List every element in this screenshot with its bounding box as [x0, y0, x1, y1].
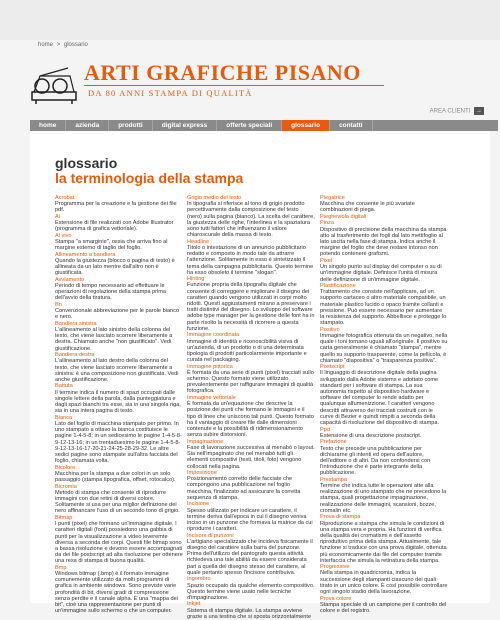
nav-item-digital-express[interactable]: digital express — [153, 120, 218, 131]
glossary-term: Bicolore — [55, 464, 76, 471]
glossary-definition: In tipografia si riferisce al tono di grigio prodotto percettivamente dalla composizione del testo (nero) sulla pagina (bianco). La scelta del carattere, la giustezza delle righe, l'interlinea e la spaziatura sono tutti fattori che influenzano il valore chiaroscurale della massa di testo. — [187, 201, 315, 239]
glossary-term: Bmp — [55, 564, 67, 571]
breadcrumb-separator: > — [56, 42, 61, 48]
glossary-definition: Il linguaggio di descrizione digitale della pagina sviluppato dalla Adobe sistems e adottato come standard per i software di stampa. La sua autonomia rispetto al dispositivo hardware e software del computer lo rende adatto per qualunque alfumenizzione. I caratteri vengono descritti attraverso dei tracciati costruiti con le curve di Bezier e quindi rimpiti a seconda della capacità di risoluzione del dispositivo di stampa. — [320, 370, 440, 427]
glossary-term: Hinting — [187, 276, 205, 283]
glossary-term: Prestampa — [320, 476, 348, 483]
glossary-term: Progressive — [320, 564, 350, 571]
glossary-definition: L'allineamento al lato sinistro della colonna del testo, che viene lasciato scorrere liberamente a destra. Chiamato anche "non giustificato". Vedi giustificazione. — [55, 327, 173, 352]
glossary-definition: Metodo di stampa che consente di riprodurre immagini con due retini di diversi colore. Solitamente si usa per una miglior definizione del nero affinancare l'uso di un secondo tono di grigio. — [55, 489, 180, 515]
glossary-term: Ppd — [320, 426, 330, 433]
glossary-term: Headline — [187, 238, 210, 245]
area-clienti-link[interactable] — [430, 107, 484, 115]
glossary-definition: Spazio occupato da qualche elemento compositivo. Questo termine viene usato nelle tecniche d'impaginazione. — [187, 582, 315, 601]
glossary-term: Incisione — [187, 501, 210, 508]
glossary-term: Bandiera destra — [55, 352, 95, 359]
glossary-definition: Il termine indica il numero di spazi occupati dalle singole lettere della parola, dalla punteggiatura e dagli spazi bianchi tra esse, sia in una singola riga, sia in una intera pagina di testo. — [55, 389, 181, 415]
glossary-definition: Testo che precede una pubblicazione per dichiararne gli intenti ed opera dell'autore, dell'editore o di altri. Da non confondersi con l'introduzione che è parte integrante della pubblicazione. — [320, 445, 431, 477]
glossary-definition: L'artigiano specializzato che incideva fisicamente il disegno del carattere sulla barra del punzone. Prima dell'utilizzo del pantografo questa attività richiedeva una tale abilità da essere considerata pari a quella del disegno stesso del carattere, al quale pertanto spesso l'incisore contribuiva. — [187, 538, 313, 576]
glossary-definition: Stampa speciale di un campione per il controllo del colore e del registro. — [320, 601, 447, 614]
glossary-definition: Nella stampa in quadricromia, indica la successione degli stampanti ciascuno dei quali tirato in un unico colore. È così possibile controllare ogni singolo stadio della lavorazione. — [320, 570, 448, 596]
printing-press-icon — [30, 62, 78, 106]
main-nav — [30, 120, 498, 131]
area-clienti-label: AREA CLIENTI — [429, 108, 471, 115]
glossary-column-2 — [187, 195, 315, 620]
glossary-term: Impaginazione — [187, 438, 224, 445]
glossary-term: Bianca — [55, 414, 73, 421]
top-strip — [0, 0, 500, 40]
glossary-column-3 — [320, 195, 448, 614]
glossary-definition: Posizionamento corretto delle facciate che compongono una pubblicazione nel foglio macchina, finalizzato ad assicurare la corretta sequenza di stampa. — [187, 476, 301, 501]
glossary-term: Acrobat — [55, 195, 75, 201]
brand-title[interactable]: ARTI GRAFICHE PISANO — [84, 60, 361, 85]
glossary-definition: Termine che indica tutte le operazioni atte alla realizzazione di uno stampato che ne precedono la stampa, quali progettazione impaginazione, realizzazione delle immagini, scansioni, bozze, cromalin etc. — [320, 483, 447, 514]
glossary-definition: Riproduzione a stampa che simula le condizioni di una stampa vera e propria. Ha funzioni di verifica della qualità dei cromatismi e dell'assetto riproduttivo prima della stampa. Attualmente, tale funzione si traduce con una prova digitale, ottenuta più economicamente dai file del computer tramite interfaccia che simula la retinatura della stampa. — [320, 520, 447, 564]
nav-item-home[interactable]: home — [30, 120, 66, 131]
glossary-term: Imposizione — [187, 470, 217, 477]
glossary-term: Ai — [55, 213, 60, 220]
glossary-definition: Lato del foglio di macchina stampato per primo. In uno stampato a ottavo la bianca costituisce le pagine 1-4-5-8; in un sedicesimo le pagine 1-4-5-8-9-12-13-16; in un trentaduesimo le pagine 1-4-5-8-9-12-13-16-17-20-21-24-25-28-29-32. Le altre sedici pagine sono stampate sull'altra facciata del foglio, chiamata volta. — [55, 420, 182, 465]
glossary-term: Bn — [55, 301, 62, 308]
glossary-definition: È formata da un'equazione che descrive la posizione dei punti che formano le immagini e il tipo di linee che uniscono tali punti. Questo formato ha il vantaggio di creare file dalle dimensioni contenute e la possibilità di ridimensionamento senza subire distorsioni. — [187, 401, 314, 439]
glossary-term: Prefazione — [320, 439, 347, 446]
glossary-term: Incisore di punzoni — [187, 532, 234, 539]
glossary-definition: Periodo di tempo necessario ad effettuare le operazioni di regolazione della stampa prima dell'avvio della tiratura. — [55, 283, 167, 302]
glossary-definition: Convenzionale abbreviazione per le parole bianco e nero. — [55, 308, 180, 321]
glossary-term: Prova di stampa — [320, 514, 361, 521]
glossary-term: Inkjet — [187, 601, 201, 608]
glossary-definition: Programma per la creazione e la gestione dei file pdf. — [55, 201, 177, 214]
glossary-term: Pinza — [320, 220, 334, 227]
glossary-definition: Estensione di file realizzati con Adobe Illustrator (programma di grafica vettoriale). — [55, 220, 174, 233]
glossary-definition: Immagine di identità e riconoscibilità visiva di un'azienda, di un prodotto o di una determinata tipologia di prodotti particolarmente importante e curata nel packaging. — [187, 338, 307, 364]
arrow-right-icon: → — [476, 108, 482, 114]
glossary-term: Piegheviola digitali — [320, 213, 367, 220]
glossary-definition: Spesso utilizzato per indicare un carattere, il termine deriva dall'epoca in cui il disegno veniva inciso in un punzone che formava la matrice da cui riprodurre i caratteri. — [187, 507, 313, 533]
glossary-term: Ingombro — [187, 576, 211, 583]
glossary-term: Avviamento — [55, 276, 85, 283]
glossary-term: Pixel — [320, 257, 333, 264]
glossary-term: Postscript — [320, 364, 345, 371]
nav-item-prodotti[interactable]: prodotti — [109, 120, 153, 131]
brand-tagline: DA 80 ANNI STAMPA DI QUALITÀ — [88, 88, 253, 98]
breadcrumb-current: glossario — [63, 42, 88, 48]
glossary-column-1 — [55, 195, 183, 615]
nav-item-glossario[interactable]: glossario — [282, 120, 330, 131]
glossary-term: Positivo — [320, 326, 340, 333]
glossary-definition: Immagine fotografica ottenuta da un negativo, nella quale i toni tornano uguali all'originale. Il positivo su carta generalmente è chiamato "stampa", mentre quello su supporto trasparente, come la pellicola, è chiamato "diapositiva" o "trasparenza positiva". — [320, 332, 448, 364]
page-title: glossario — [55, 155, 118, 171]
brand-divider — [84, 85, 384, 86]
glossary-definition: È formata da una serie di punti (pixel) tracciati sullo schermo. Questo formato viene utilizzato prevalentemente per raffigurare immagini di qualità fotografica. — [187, 369, 314, 395]
glossary-definition: I punti (pixel) che formano un'immagine digitale. I caratteri digitali (font) possiedono una gabbia di punti per la visualizzazione a video leveremte diversa a seconda dei corpi. Questi file bimap sono a bassa risoluzione e devono essere accompagnati da dei file postscript ad alta risoluzione per ottenere una resa di stampa di buona qualità. — [55, 521, 183, 565]
glossary-definition: Fase di lavorazione successiva al menabò o layout. Sia nell'impaginato che nel menabò tutti gli elementi compositivi (testi, titoli, foto) vengono collocati nella pagina. — [187, 444, 315, 470]
breadcrumb-home[interactable]: home — [38, 42, 54, 48]
glossary-definition: Sistema di stampa digitale. La stampa avviene grazie a una testina che si sposta orizzontalmente — [187, 607, 312, 620]
glossary-term: Bandiera sinistra — [55, 320, 97, 327]
glossary-term: Piegatrice — [320, 195, 345, 201]
glossary-term: Bitmap — [55, 514, 73, 521]
breadcrumb — [38, 42, 90, 48]
glossary-definition: Stampa "a smarginie", ossia che arriva fino al margine esterno di taglio del foglio. — [55, 239, 168, 252]
glossary-definition: Un singolo punto sul display del computer o su di un'immagine digitale. Definisce l'unità di misura delle definizione di un'immagine digitale. — [320, 264, 442, 283]
glossary-definition: Funzione propria della tipografia digitale che consente di correggere e migliorare il disegno dei caratteri quando vengono utilizzati in corpi molto ridotti. Questi aggiustamenti mirano a preservare i tratti distintivi del disegno. Lo sviluppo del software adobe type manager per la gestione delle font ha in parte risolto la necessità di ricorrere a questa funzione. — [187, 282, 315, 332]
glossary-term: Prova colore — [320, 595, 352, 602]
glossary-definition: Titolo o intestazione di un annuncio pubblicitario redatto e composto in modo tale da attrarre l'attenzione. Solitamente in esso è sintetizzato il tema della campagna pubblicitaria. Questo termine ha esso obsoleto il termine "slogan". — [187, 244, 314, 276]
glossary-term: Grigio medio del testo — [187, 195, 242, 201]
glossary-definition: Macchina per la stampa a due colori in un solo passaggio (stampa tipografica, offset, rotocalco). — [55, 470, 176, 484]
glossary-term: Al vivo — [55, 232, 72, 239]
glossary-term: Battuta — [55, 383, 73, 390]
glossary-definition: Quando la giustezza (blocco o pagina di testo) è allineata da un lato mentre dall'altro non è giustificata. — [55, 257, 175, 277]
glossary-definition: Dispositivo di precisione della macchina da stampa atto al trasferimento dei fogli dal lato mettifoglio al lato uscita nella fase di stampa. Indica anche il margine del foglio che deve restare intonso non potendo contenere grafismi. — [320, 226, 447, 258]
page-subtitle: la terminologia della stampa — [55, 170, 244, 186]
glossary-definition: Macchina che consente le più svariate combinazioni di piega. — [320, 201, 415, 214]
nav-item-azienda[interactable]: azienda — [66, 120, 109, 131]
glossary-definition: L'allineamento al lato destro della colonna del testo, che viene lasciato scorrere liberamente a sinistra: è una composizione non giustificata. Vedi anche giustificazione. — [55, 358, 179, 383]
glossary-term: Immagine coordinata — [187, 332, 240, 339]
glossary-definition: Windows bitmap (.bmp) è il formato immagine comunemente utilizzato da molti programmi di grafica in ambiente windows. Sono previste varie profondità di bit, diversi gradi di compressione senza perdite e il canale alpha. È una "mappa dei bit", cioè una rappresentazione per punti di un'immagine sullo schermo o che un computer. — [55, 571, 178, 615]
glossary-definition: Trattamento che consiste nell'applicare, ad un supporto cartaceo o altro materiale compatibile, un materiale plastico lucido o opaco tramite collanti e pressione. Può essere necessario per aumentare la resistenza del supporto. Abbellisce e protegge lo stampato. — [320, 289, 447, 327]
nav-item-contatti[interactable]: contatti — [330, 120, 372, 131]
glossary-term: Bicromia — [55, 483, 77, 490]
glossary-term: Immagine pittorica — [187, 363, 233, 370]
glossary-term: Immagine vettoriale — [187, 394, 236, 401]
glossary-term: Plastificazione — [320, 283, 356, 290]
nav-item-offerte-speciali[interactable]: offerte speciali — [217, 120, 282, 131]
glossary-definition: Estensione di una descrizione postscript. — [320, 432, 422, 439]
glossary-term: Allineamento a bandiera — [55, 251, 116, 258]
